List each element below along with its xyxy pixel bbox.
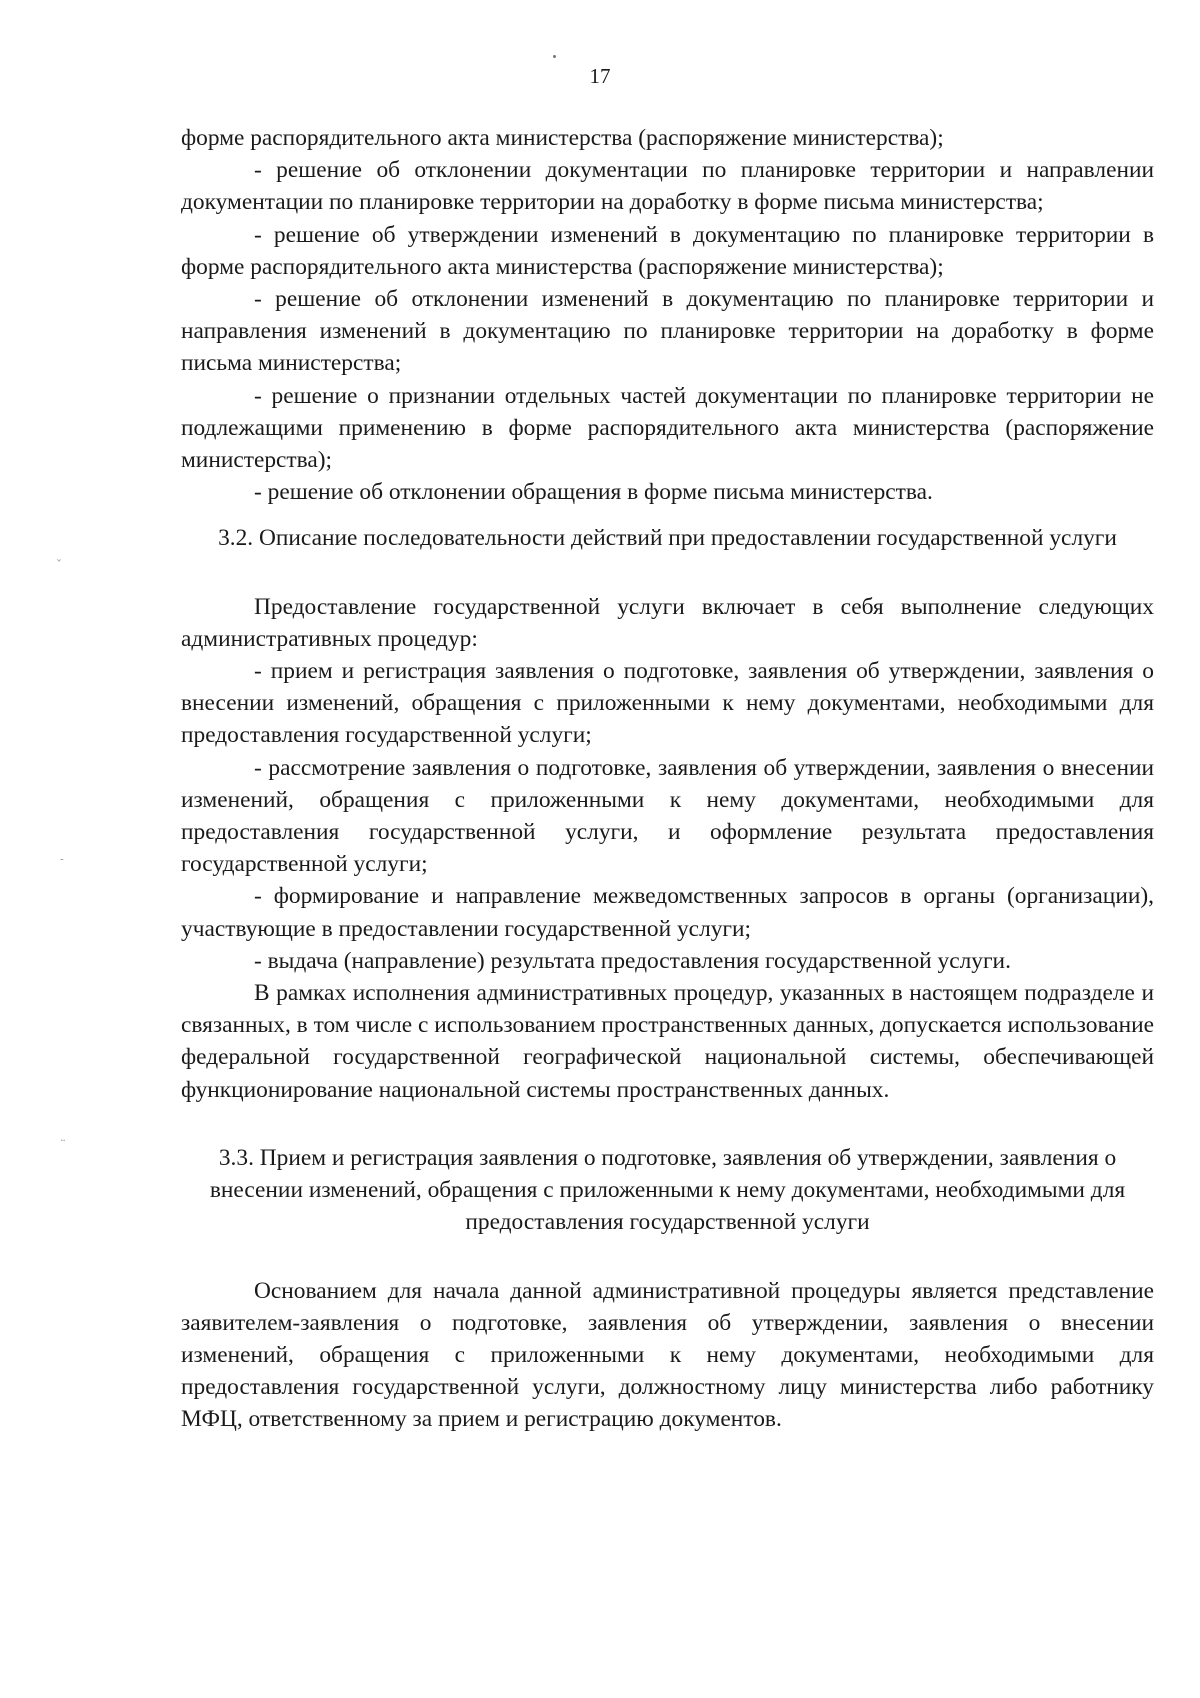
section-heading-3-2: 3.2. Описание последовательности действий при предоставлении государственной услуги — [218, 525, 1117, 552]
list-item: - выдача (направление) результата предоставления государственной услуги. — [254, 947, 1011, 974]
list-item: - решение об утверждении изменений в документацию по планировке территории в форме распорядительного акта министерства (распоряжение министерства); — [181, 221, 1154, 280]
scan-speck: ¨ — [60, 1138, 66, 1152]
paragraph: Предоставление государственной услуги включает в себя выполнение следующих административных процедур: — [181, 593, 1154, 652]
list-item: - решение о признании отдельных частей документации по планировке территории не подлежащими применению в форме распорядительного акта министерства (распоряжение министерства); — [181, 382, 1154, 474]
list-item: - решение об отклонении изменений в документацию по планировке территории и направления изменений в документацию по планировке территории на доработку в форме письма министерства; — [181, 286, 1154, 377]
list-item: - решение об отклонении документации по планировке территории и направлении документации по планировке территории на доработку в форме письма министерства; — [181, 157, 1154, 216]
list-item: - прием и регистрация заявления о подготовке, заявления об утверждении, заявления о внесении изменений, обращения с приложенными к нему документами, необходимыми для предоставления государственной услуги; — [181, 658, 1154, 749]
list-item: - рассмотрение заявления о подготовке, заявления об утверждении, заявления о внесении изменений, обращения с приложенными к нему документами, необходимыми для предоставления государственной услуги, и оформление результата предоставления государственной услуги; — [181, 754, 1154, 878]
section-heading-3-3: 3.3. Прием и регистрация заявления о подготовке, заявления об утверждении, заявления о внесении изменений, обращения с приложенными к нему документами, необходимыми для предоставления государственной услуги — [209, 1144, 1126, 1236]
paragraph: В рамках исполнения административных процедур, указанных в настоящем подразделе и связанных, в том числе с использованием пространственных данных, допускается использование федеральной государственной географической национальной системы, обеспечивающей функционирование национальной системы пространственных данных. — [181, 980, 1154, 1103]
list-item: - формирование и направление межведомственных запросов в органы (организации), участвующие в предоставлении государственной услуги; — [181, 883, 1154, 942]
list-item: - решение об отклонении обращения в форме письма министерства. — [254, 479, 933, 506]
scan-speck: ˇ — [56, 558, 62, 572]
document-body — [181, 122, 1154, 1436]
scan-speck — [553, 55, 556, 58]
scan-speck: ˗ — [60, 852, 64, 866]
page-number: 17 — [589, 64, 611, 88]
paragraph: Основанием для начала данной административной процедуры является представление заявителем-заявления о подготовке, заявления об утверждении, заявления о внесении изменений, обращения с приложенными к нему документами, необходимыми для предоставления государственной услуги, должностному лицу министерства либо работнику МФЦ, ответственному за прием и регистрацию документов. — [181, 1277, 1154, 1433]
paragraph-continuation: форме распорядительного акта министерства (распоряжение министерства); — [181, 125, 944, 151]
